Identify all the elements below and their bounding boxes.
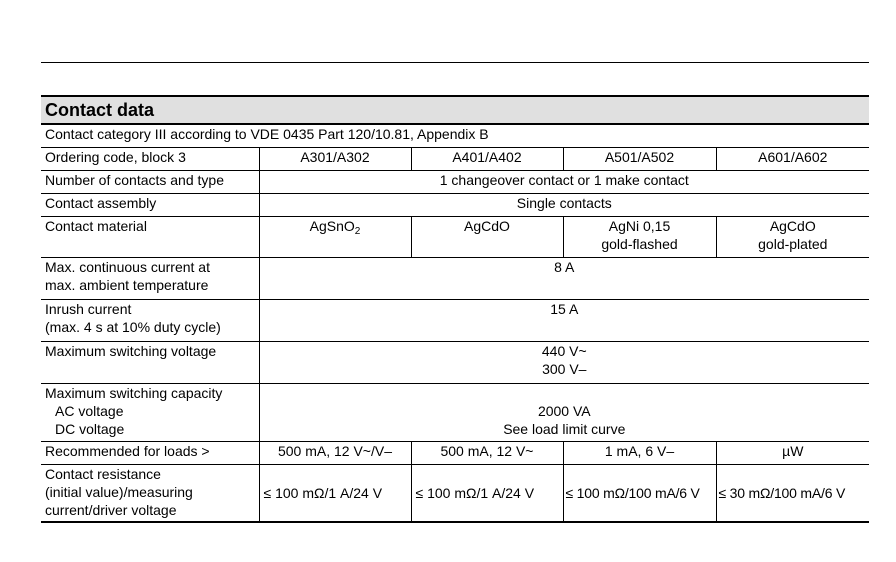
max-current-label <box>41 257 259 299</box>
assembly-value: Single contacts <box>259 193 869 216</box>
material-a301-base: AgSnO <box>309 217 355 234</box>
material-row <box>41 216 869 257</box>
switching-capacity-ac-label: AC voltage <box>55 402 124 419</box>
resistance-a301: ≤ 100 mΩ/1 A/24 V <box>259 464 411 522</box>
ordering-label: Ordering code, block 3 <box>41 147 259 170</box>
resistance-label <box>41 464 259 522</box>
inrush-label-line2: (max. 4 s at 10% duty cycle) <box>45 318 221 335</box>
contact-data-table <box>41 95 869 523</box>
resistance-label-line3: current/driver voltage <box>45 501 177 518</box>
max-current-row <box>41 257 869 299</box>
switching-voltage-row <box>41 341 869 383</box>
resistance-label-line1: Contact resistance <box>45 465 161 482</box>
contact-data-sheet <box>41 95 869 523</box>
contacts-number-value: 1 changeover contact or 1 make contact <box>259 170 869 193</box>
recommended-a401: 500 mA, 12 V~ <box>411 441 563 464</box>
material-a501-line2: gold-flashed <box>601 235 678 252</box>
recommended-label: Recommended for loads > <box>41 441 259 464</box>
ordering-code-a301: A301/A302 <box>259 147 411 170</box>
resistance-a401: ≤ 100 mΩ/1 A/24 V <box>411 464 563 522</box>
max-current-value: 8 A <box>259 257 869 299</box>
inrush-label <box>41 299 259 341</box>
recommended-a601: µW <box>716 441 869 464</box>
switching-capacity-value <box>259 383 869 441</box>
resistance-row <box>41 464 869 522</box>
material-a501 <box>563 216 716 257</box>
ordering-code-a601: A601/A602 <box>716 147 869 170</box>
max-current-label-line1: Max. continuous current at <box>45 258 210 275</box>
switching-capacity-dc-label: DC voltage <box>55 420 125 437</box>
switching-capacity-label <box>41 383 259 441</box>
material-a301 <box>259 216 411 257</box>
recommended-a301: 500 mA, 12 V~/V– <box>259 441 411 464</box>
material-a601-line1: AgCdO <box>769 217 816 234</box>
material-a601-line2: gold-plated <box>758 235 828 252</box>
assembly-label: Contact assembly <box>41 193 259 216</box>
switching-voltage-dc: 300 V– <box>542 360 587 377</box>
section-title: Contact data <box>41 96 869 124</box>
inrush-label-line1: Inrush current <box>45 300 132 317</box>
switching-voltage-value <box>259 341 869 383</box>
switching-capacity-row <box>41 383 869 441</box>
contacts-number-label: Number of contacts and type <box>41 170 259 193</box>
resistance-label-line2: (initial value)/measuring <box>45 483 193 500</box>
ordering-code-a501: A501/A502 <box>563 147 716 170</box>
material-a601 <box>716 216 869 257</box>
ordering-row <box>41 147 869 170</box>
category-row <box>41 124 869 147</box>
inrush-row <box>41 299 869 341</box>
top-rule <box>41 62 869 63</box>
max-current-label-line2: max. ambient temperature <box>45 276 209 293</box>
material-a401: AgCdO <box>411 216 563 257</box>
assembly-row <box>41 193 869 216</box>
switching-capacity-title: Maximum switching capacity <box>45 384 223 401</box>
switching-capacity-dc-value: See load limit curve <box>503 420 626 437</box>
recommended-row <box>41 441 869 464</box>
category-text: Contact category III according to VDE 0435 Part 120/10.81, Appendix B <box>41 124 869 147</box>
ordering-code-a401: A401/A402 <box>411 147 563 170</box>
resistance-a601: ≤ 30 mΩ/100 mA/6 V <box>716 464 869 522</box>
inrush-value: 15 A <box>259 299 869 341</box>
material-label: Contact material <box>41 216 259 257</box>
switching-capacity-ac-value: 2000 VA <box>537 402 591 419</box>
resistance-a501: ≤ 100 mΩ/100 mA/6 V <box>563 464 716 522</box>
switching-voltage-ac: 440 V~ <box>541 342 587 359</box>
table-title-row <box>41 96 869 124</box>
recommended-a501: 1 mA, 6 V– <box>563 441 716 464</box>
material-a301-subscript: 2 <box>354 225 361 237</box>
contacts-number-row <box>41 170 869 193</box>
material-a501-line1: AgNi 0,15 <box>608 217 671 234</box>
switching-voltage-label: Maximum switching voltage <box>41 341 259 383</box>
